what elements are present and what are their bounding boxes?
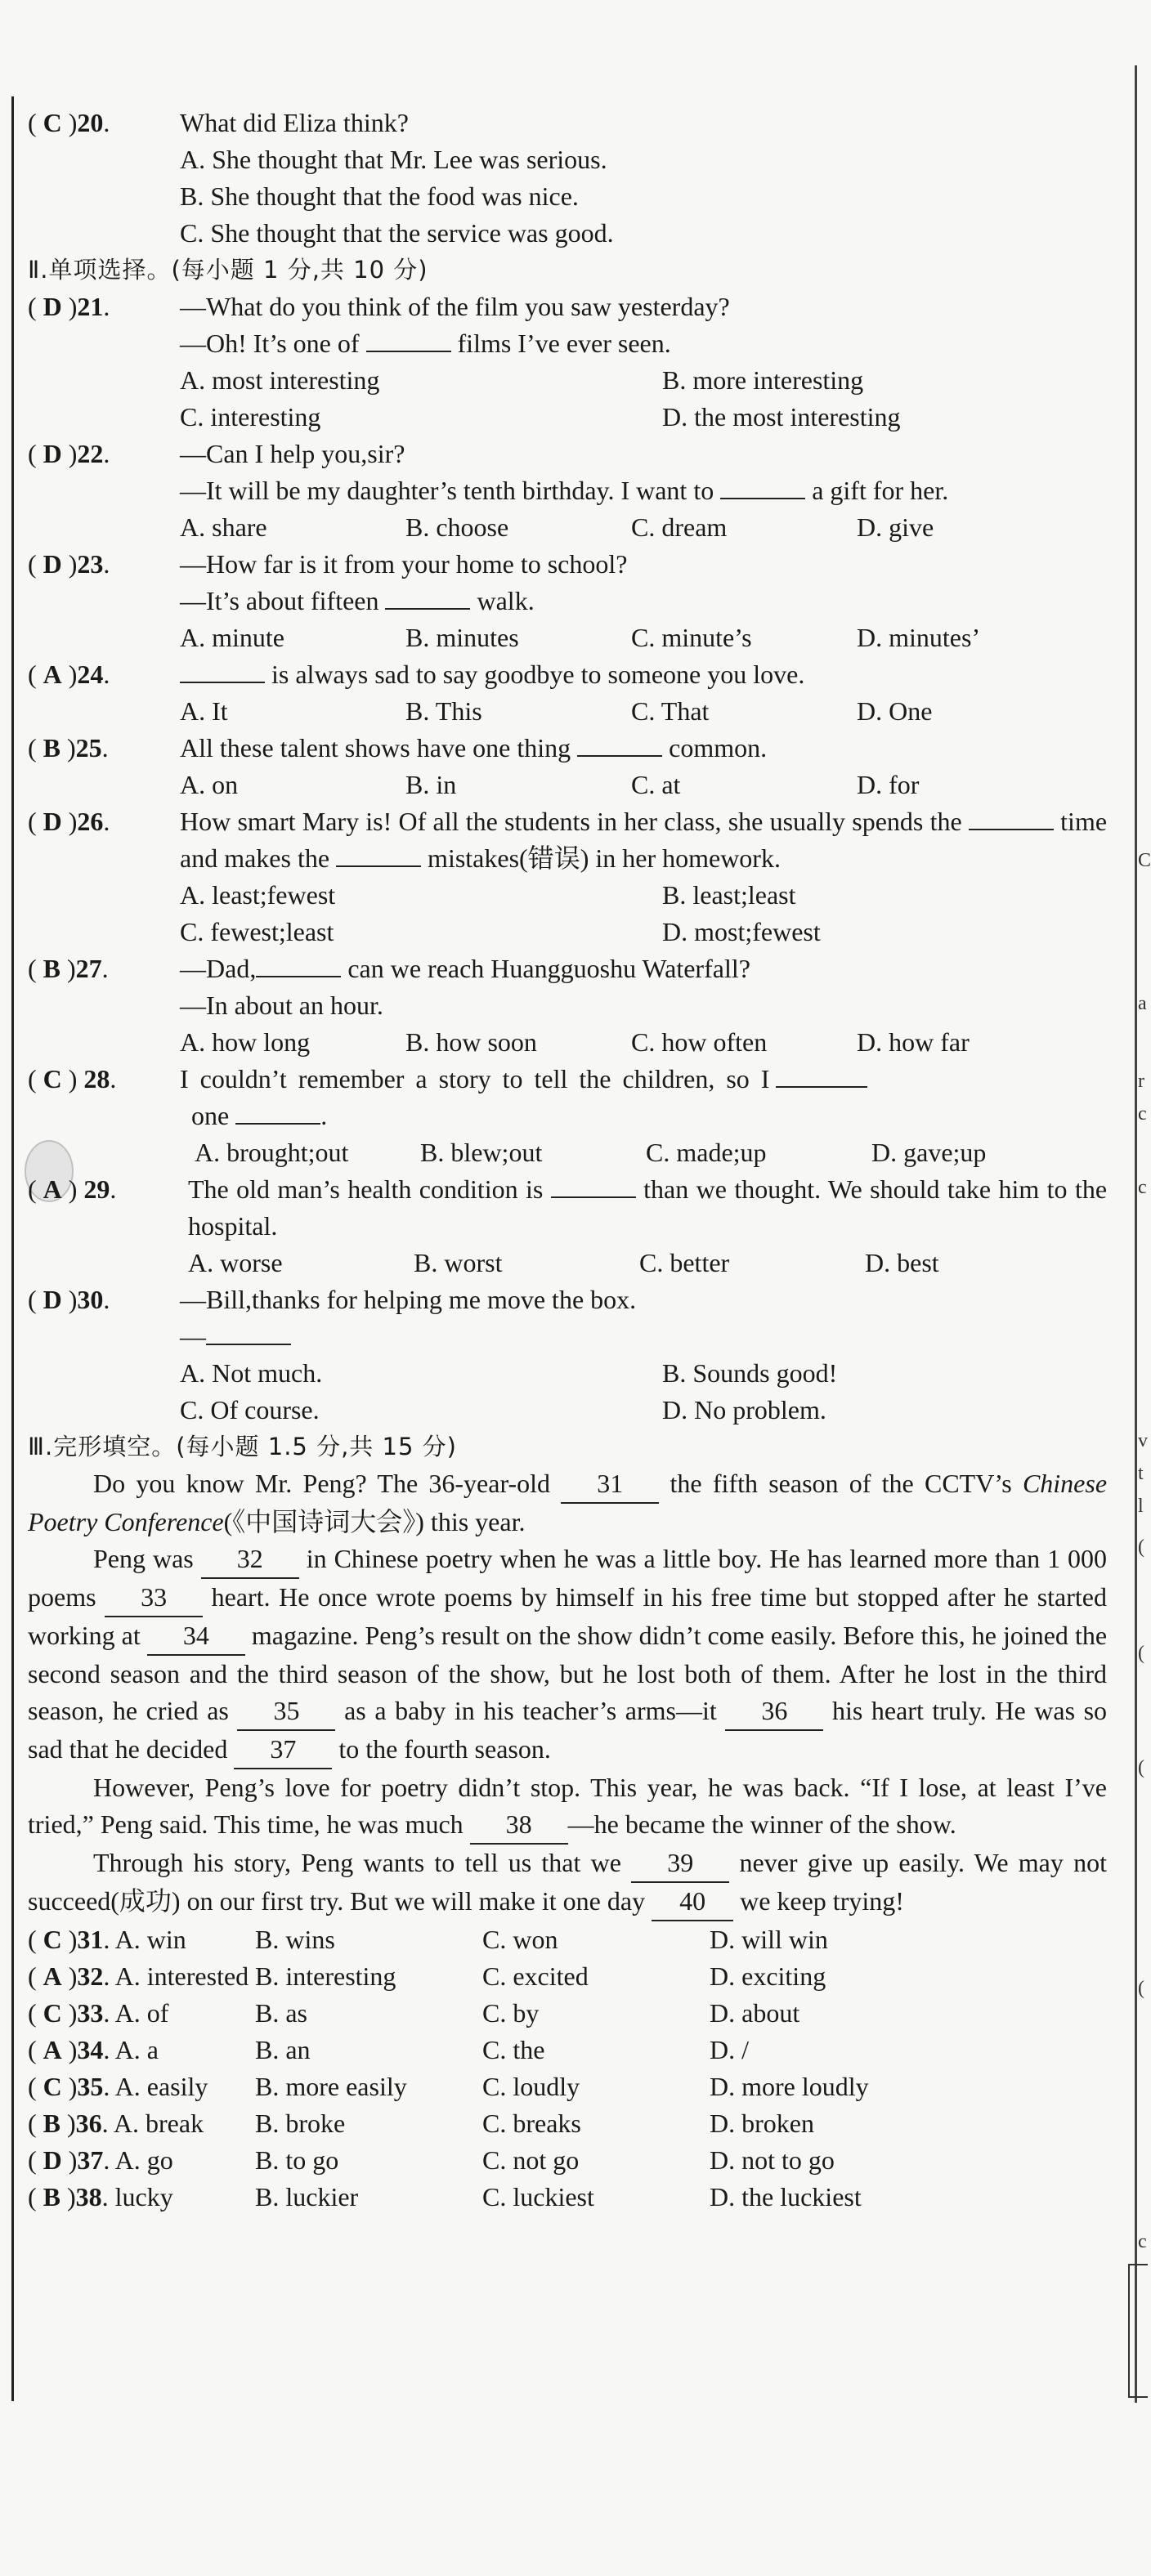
options: A. on B. in C. at D. for (180, 770, 920, 799)
edge-char: r (1138, 1071, 1144, 1092)
cloze-paragraph-4: Through his story, Peng wants to tell us that we 39 never give up easily. We may not succeed(成功) on our first try. But we will make it one day 40 we keep trying! (28, 1845, 1107, 1921)
cloze-paragraph-2: Peng was 32 in Chinese poetry when he was a little boy. He has learned more than 1 000 poems 33 heart. He once wrote poems by himself in his free time but stopped after he started working at 34 magazine. Peng’s result on the show didn’t come easily. Before this, he joined the second season and the third season of the show, but he lost both of them. After he lost in the third season, he cried as 35 as a baby in his teacher’s arms—it 36 his heart truly. He was so sad that he decided 37 to the fourth season. (28, 1541, 1107, 1769)
option: B. She thought that the food was nice. (180, 181, 579, 211)
options: C. Of course. D. No problem. (180, 1395, 826, 1424)
edge-char: c (1138, 1177, 1147, 1198)
question-22: ( D )22. —Can I help you,sir? (28, 439, 405, 468)
cloze-paragraph-3: However, Peng’s love for poetry didn’t stop. This year, he was back. “If I lose, at least I’ve tried,” Peng said. This time, he was much 38 —he became the winner of the show. (28, 1769, 1107, 1845)
question-29: ( A ) 29. The old man’s health condition is than we thought. We should take him to the hospital. (28, 1171, 1107, 1245)
options: A. most interesting B. more interesting (180, 365, 864, 395)
question-30: ( D )30. —Bill,thanks for helping me move the box. (28, 1285, 637, 1314)
options: A. share B. choose C. dream D. give (180, 512, 934, 542)
section-3-heading: Ⅲ.完形填空。(每小题 1.5 分,共 15 分) (28, 1433, 457, 1460)
edge-char: a (1138, 993, 1147, 1014)
cloze-question: ( C )33. A. of B. as C. by D. about (28, 1998, 800, 2028)
cloze-question: ( A )34. A. a B. an C. the D. / (28, 2035, 749, 2064)
edge-char: c (1138, 2231, 1147, 2252)
cloze-paragraph-1: Do you know Mr. Peng? The 36-year-old 31 the fifth season of the CCTV’s Chinese Poetry Conference(《中国诗词大会》) this year. (28, 1465, 1107, 1541)
options: C. fewest;least D. most;fewest (180, 917, 821, 946)
edge-char: ( (1138, 1536, 1144, 1558)
question-27: ( B )27. —Dad, can we reach Huangguoshu Waterfall? (28, 950, 1107, 987)
section-2-heading: Ⅱ.单项选择。(每小题 1 分,共 10 分) (28, 256, 428, 284)
edge-char: ( (1138, 1643, 1144, 1664)
cloze-question: ( C )35. A. easily B. more easily C. loudly D. more loudly (28, 2072, 869, 2101)
cloze-question: ( B )38. lucky B. luckier C. luckiest D. the luckiest (28, 2182, 862, 2212)
options: A. brought;out B. blew;out C. made;up D. gave;up (195, 1138, 987, 1167)
options: A. least;fewest B. least;least (180, 880, 796, 910)
edge-char: t (1138, 1463, 1144, 1484)
question-26: ( D )26. How smart Mary is! Of all the students in her class, she usually spends the time and makes the mistakes(错误) in her homework. (28, 803, 1107, 877)
question-23: ( D )23. —How far is it from your home to school? (28, 549, 628, 579)
right-edge-box (1128, 2264, 1148, 2398)
question-20: ( C )20. What did Eliza think? (28, 108, 409, 137)
edge-char: l (1138, 1496, 1144, 1517)
cloze-question: ( C )31. A. win B. wins C. won D. will win (28, 1925, 828, 1954)
options: A. It B. This C. That D. One (180, 696, 933, 726)
cloze-question: ( B )36. A. break B. broke C. breaks D. broken (28, 2109, 814, 2138)
question-24: ( A )24. is always sad to say goodbye to someone you love. (28, 656, 1107, 693)
answer-line: —In about an hour. (180, 991, 383, 1020)
question-21: ( D )21. —What do you think of the film you saw yesterday? (28, 292, 730, 321)
options: A. minute B. minutes C. minute’s D. minutes’ (180, 623, 981, 652)
edge-char: ( (1138, 1757, 1144, 1778)
edge-char: v (1138, 1430, 1148, 1451)
options: A. worse B. worst C. better D. best (188, 1248, 939, 1277)
cloze-question: ( A )32. A. interested B. interesting C. excited D. exciting (28, 1961, 826, 1991)
option: C. She thought that the service was good. (180, 218, 614, 248)
cloze-question: ( D )37. A. go B. to go C. not go D. not to go (28, 2145, 835, 2175)
edge-char: C (1138, 850, 1151, 871)
question-25: ( B )25. All these talent shows have one thing common. (28, 730, 1107, 767)
questions-content: ( C )20. What did Eliza think? A. She thought that Mr. Lee was serious. B. She thought that the food was nice. C. She thought that the service was good. Ⅱ.单项选择。(每小题 1 分,共 10 分) ( D )21. —What do you think of the film you saw yesterday? —Oh! It’s one of films I’ve ever seen. A. most interesting B. more interesting C. interesting D. the most interesting ( D )22. —Can I help you,sir? —It will be my daughter’s tenth birthday. I want to a gift for her. A. share B. choose C. dream D. give ( D )23. —How far is it from your home to school? —It’s about fifteen walk. A. minute B. minutes C. minute’s D. minutes’ ( A )24. is always sad to say goodbye to someone you love. A. It B. This C. That D. One ( B )25. All these talent shows have one thing common. A. on B. in C. at D. for ( D )26. How smart Mary is! Of all the students in her class, she usually spends the time and makes the mistakes(错误) in her homework. A. least;fewest B. least;least C. fewest;least D. most;fewest ( B )27. —Dad, can we reach Huangguoshu Waterfall? —In about an hour. A. how long B. how soon C. how often D. how far ( C ) 28. I couldn’t remember a story to tell the children, so I one . A. brought;out B. blew;out C. made;up D. gave;up ( A ) 29. The old man’s health condition is than we thought. We should take him to the hospital. A. worse B. worst C. better D. best ( D )30. —Bill,thanks for helping me move the box. — A. Not much. B. Sounds good! C. Of course. D. No problem. Ⅲ.完形填空。(每小题 1.5 分,共 15 分) Do you know Mr. Peng? The 36-year-old 31 the fifth season of the CCTV’s Chinese Poetry Conference(《中国诗词大会》) this year. Peng was 32 in Chinese poetry when he was a little boy. He has learned more than 1 000 poems 33 heart. He once wrote poems by himself in his free time but stopped after he started working at 34 magazine. Peng’s result on the show didn’t come easily. Before this, he joined the second season and the third season of the show, but he lost both of them. After he lost in the third season, he cried as 35 as a baby in his teacher’s arms—it 36 his heart truly. He was so sad that he decided 37 to the fourth season. However, Peng’s love for poetry didn’t stop. This year, he was back. “If I lose, at least I’ve tried,” Peng said. This time, he was much 38 —he became the winner of the show. Through his story, Peng wants to tell us that we 39 never give up easily. We may not succeed(成功) on our first try. But we will make it one day 40 we keep trying! ( C )31. A. win B. wins C. won D. will win ( A )32. A. interested B. interesting C. excited D. exciting ( C )33. A. of B. as C. by D. about ( A )34. A. a B. an C. the D. / ( C )35. A. easily B. more easily C. loudly D. more loudly ( B )36. A. break B. broke C. breaks D. broken ( D )37. A. go B. to go C. not go D. not to go ( B )38. lucky B. luckier C. luckiest D. the luckiest (28, 105, 1107, 2216)
question-28: ( C ) 28. I couldn’t remember a story to tell the children, so I (28, 1061, 1107, 1098)
options: A. Not much. B. Sounds good! (180, 1358, 838, 1388)
options: C. interesting D. the most interesting (180, 402, 901, 432)
options: A. how long B. how soon C. how often D. how far (180, 1027, 970, 1057)
left-border-line (11, 96, 14, 2401)
option: A. She thought that Mr. Lee was serious. (180, 145, 607, 174)
edge-char: c (1138, 1103, 1147, 1125)
edge-char: ( (1138, 1978, 1144, 1999)
